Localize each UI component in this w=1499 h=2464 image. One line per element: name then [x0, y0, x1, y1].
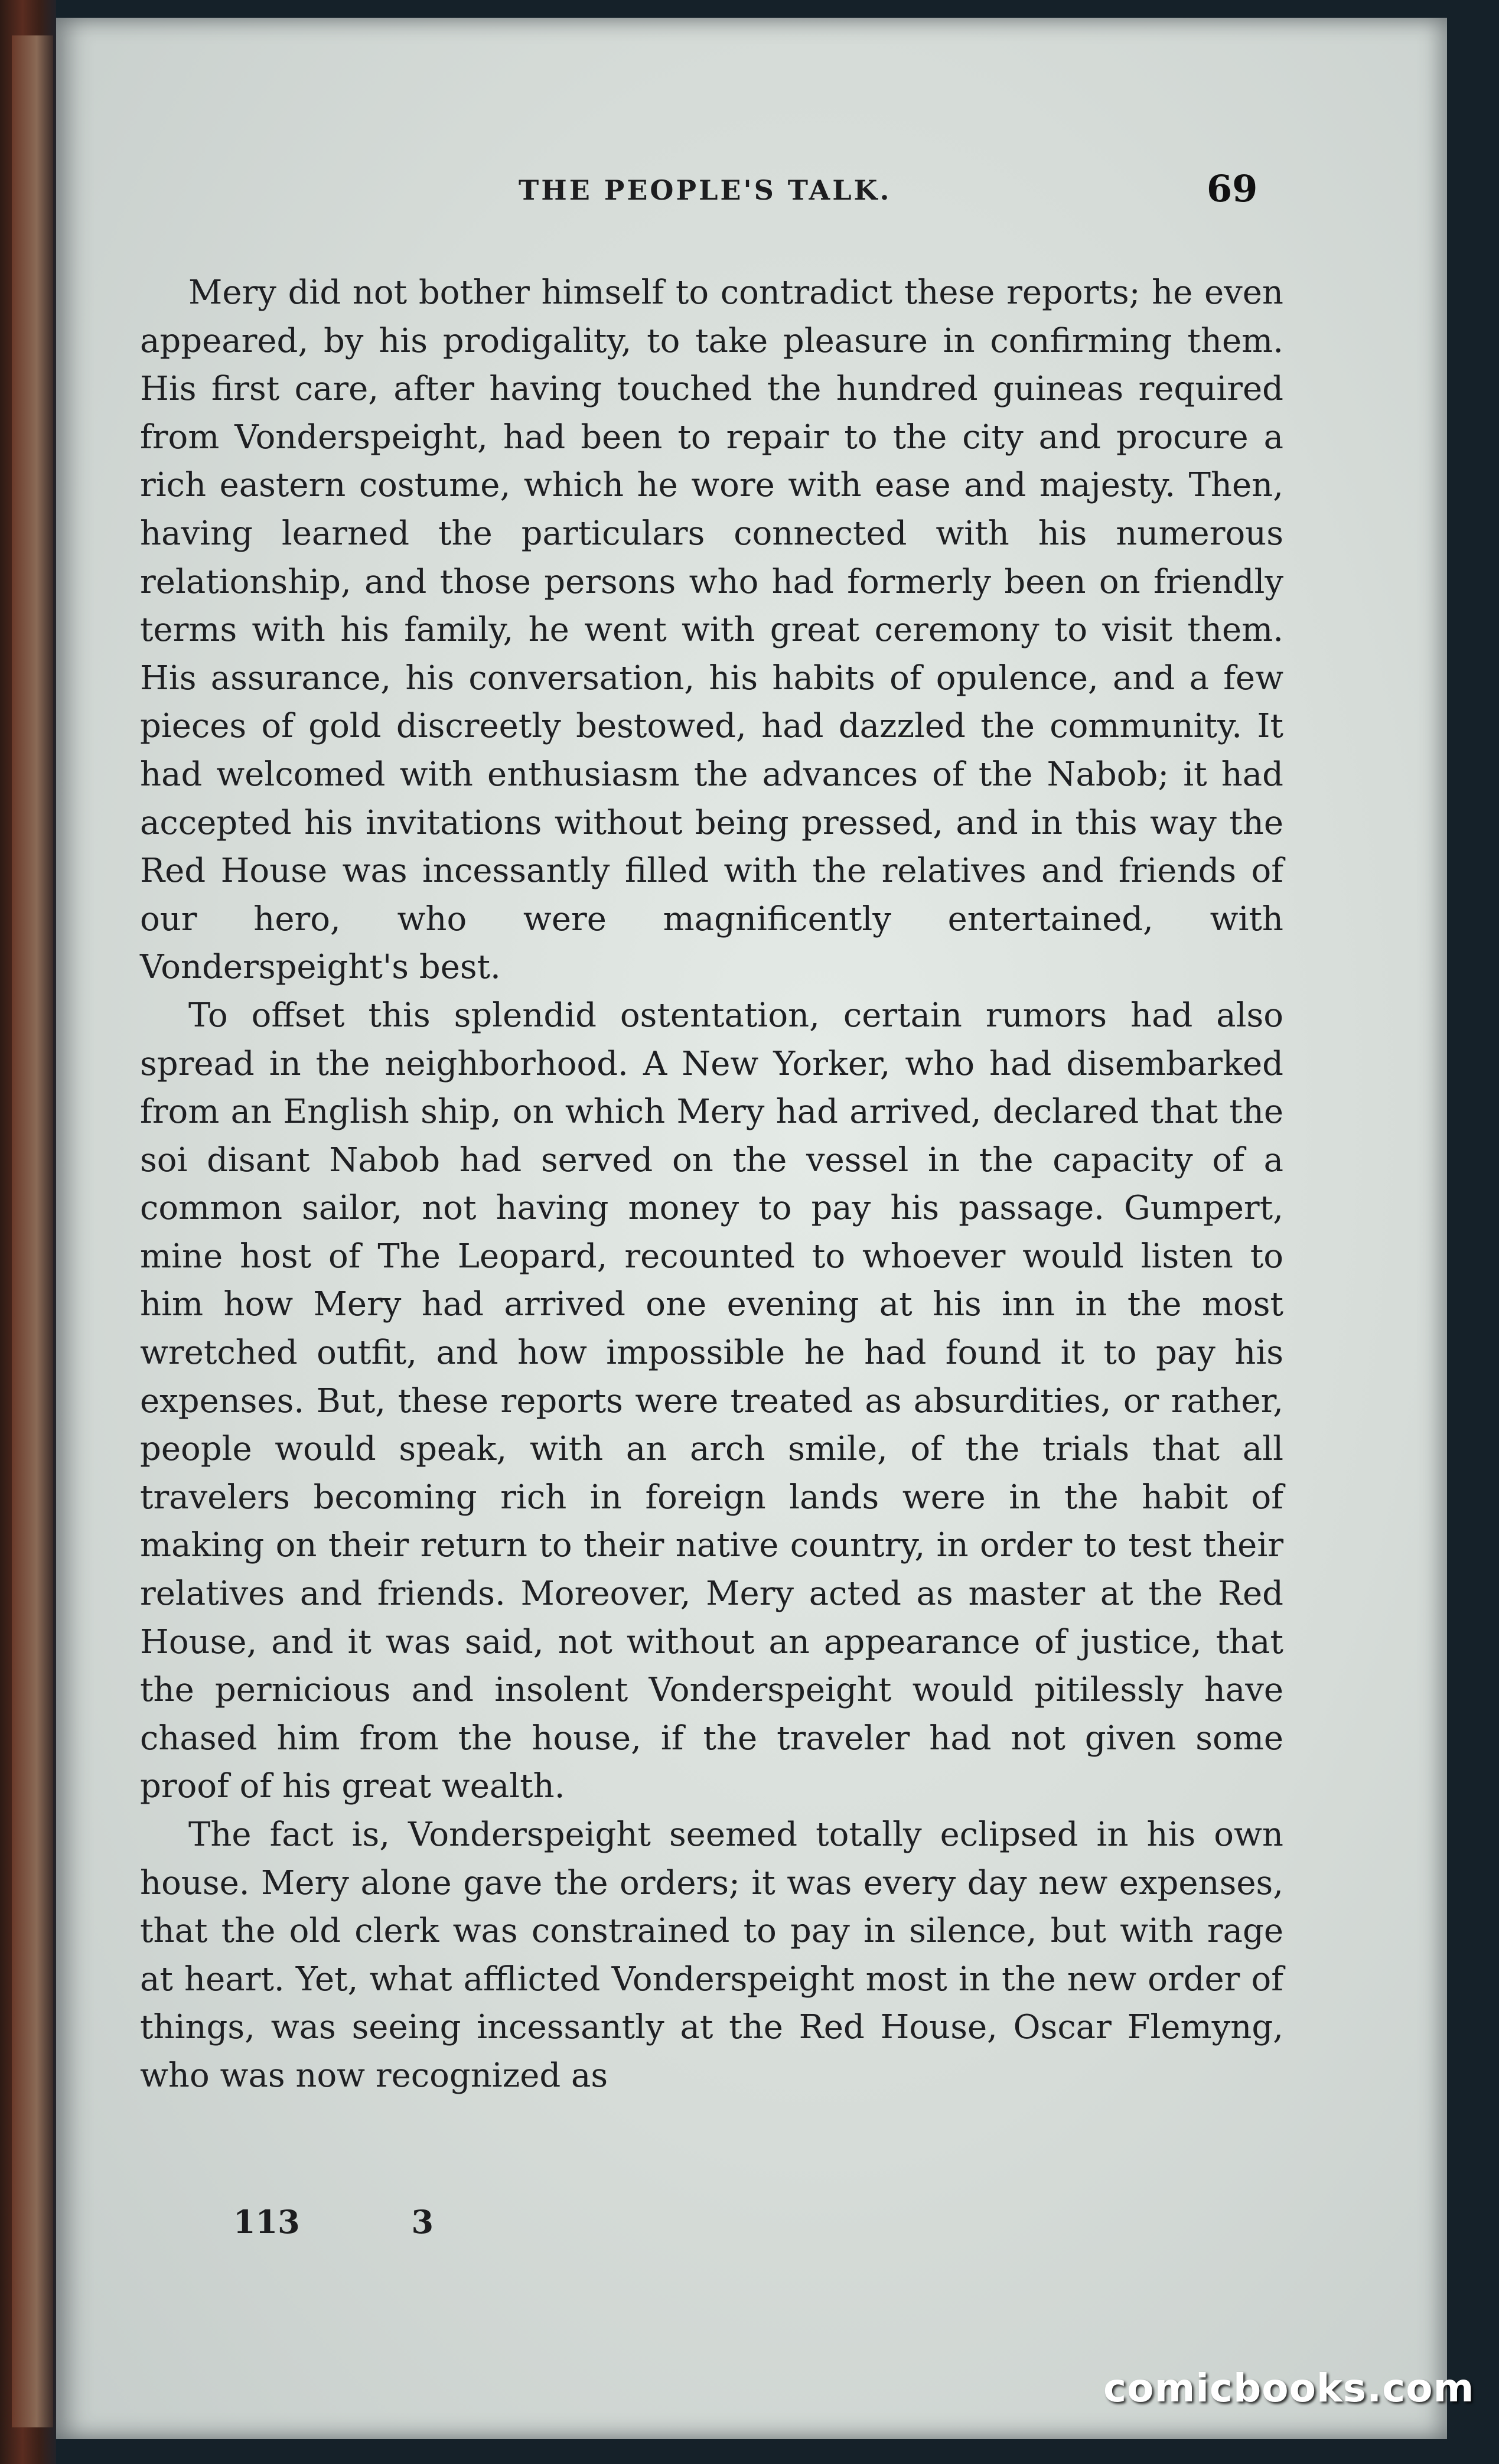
- paragraph: The fact is, Vonderspeight seemed totally eclipsed in his own house. Mery alone gave the orders; it was every day new expenses, that the old clerk was constrained to pay in silence, but with rage at heart. Yet, what afflicted Vonderspeight most in the new order of things, was seeing incessantly at the Red House, Oscar Flemyng, who was now recognized as: [140, 1816, 1283, 2095]
- watermark-text: comicbooks.com: [1103, 2365, 1475, 2411]
- signature-number: 113: [233, 2203, 300, 2241]
- paragraph: To offset this splendid ostentation, certain rumors had also spread in the neighborhood. A New Yorker, who had disembarked from an English ship, on which Mery had arrived, declared that the soi disant Nabob had served on the vessel in the capacity of a common sailor, not having money to pay his passage. Gumpert, mine host of The Leopard, recounted to whoever would listen to him how Mery had arrived one evening at his inn in the most wretched outfit, and how impossible he had found it to pay his expenses. But, these reports were treated as absurdities, or rather, people would speak, with an arch smile, of the trials that all travelers becoming rich in foreign lands were in the habit of making on their return to their native country, in order to test their relatives and friends. Moreover, Mery acted as master at the Red House, and it was said, not without an appearance of justice, that the pernicious and insolent Vonderspeight would pitilessly have chased him from the house, if the traveler had not given some proof of his great wealth.: [140, 996, 1283, 1806]
- running-head: THE PEOPLE'S TALK.: [519, 174, 892, 206]
- previous-page-edge: [12, 35, 53, 2427]
- page-header: [56, 167, 1447, 221]
- book-page: [56, 18, 1447, 2439]
- body-text: [140, 269, 1283, 2100]
- paragraph: Mery did not bother himself to contradict these reports; he even appeared, by his prodigality, to take pleasure in confirming them. His first care, after having touched the hundred guineas required from Vonderspeight, had been to repair to the city and procure a rich eastern costume, which he wore with ease and majesty. Then, having learned the particulars connected with his numerous relationship, and those persons who had formerly been on friendly terms with his family, he went with great ceremony to visit them. His assurance, his conversation, his habits of opulence, and a few pieces of gold discreetly bestowed, had dazzled the community. It had welcomed with enthusiasm the advances of the Nabob; it had accepted his invitations without being pressed, and in this way the Red House was incessantly filled with the relatives and friends of our hero, who were magnificently entertained, with Vonderspeight's best.: [140, 273, 1283, 987]
- signature-mark: 3: [411, 2203, 434, 2241]
- printer-signature: [233, 2203, 434, 2241]
- page-number: 69: [1207, 167, 1258, 210]
